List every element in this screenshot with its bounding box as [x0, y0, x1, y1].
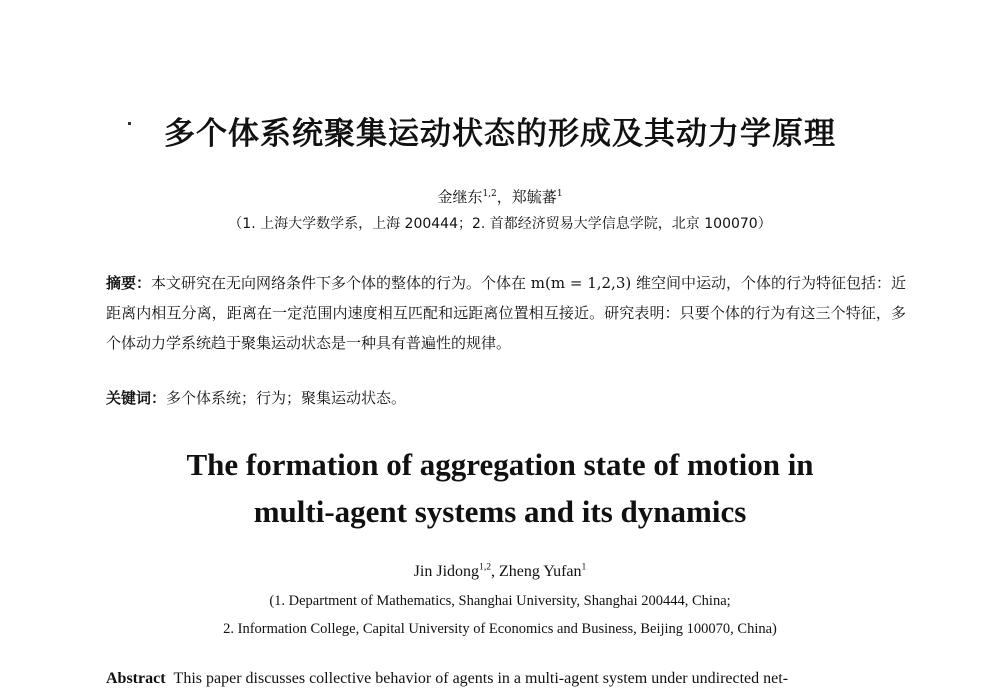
- english-affiliation-line: 2. Information College, Capital University of Economics and Business, Beijing 100070, China): [223, 621, 777, 637]
- english-authors: [0, 563, 1000, 581]
- english-title: [0, 441, 1000, 535]
- abstract-label: Abstract: [106, 670, 166, 687]
- affiliation-marker: 1: [581, 561, 587, 573]
- chinese-abstract: [106, 268, 906, 358]
- english-abstract: [106, 670, 906, 688]
- author-separator: ,: [491, 563, 500, 580]
- affiliation-marker: 1,2: [482, 189, 497, 199]
- keywords-text: 多个体系统；行为；聚集运动状态。: [166, 389, 407, 407]
- author-name: Jin Jidong: [413, 563, 480, 580]
- english-title-line: multi-agent systems and its dynamics: [253, 494, 747, 529]
- chinese-keywords: [106, 387, 406, 408]
- chinese-affiliation: （1. 上海大学数学系，上海 200444；2. 首都经济贸易大学信息学院，北京 100070）: [228, 216, 772, 232]
- keywords-label: 关键词：: [106, 389, 167, 407]
- english-affiliation-line: (1. Department of Mathematics, Shanghai University, Shanghai 200444, China;: [269, 593, 731, 609]
- chinese-authors: [0, 186, 1000, 207]
- english-title-line: The formation of aggregation state of motion in: [186, 447, 814, 482]
- chinese-title: 多个体系统聚集运动状态的形成及其动力学原理: [164, 116, 836, 152]
- affiliation-marker: 1,2: [479, 561, 492, 573]
- author-separator: ，: [496, 188, 512, 206]
- author-name: 郑毓蕃: [511, 188, 557, 206]
- abstract-text: This paper discusses collective behavior of agents in a multi-agent system under undirected net-: [173, 670, 789, 687]
- author-name: 金继东: [437, 188, 483, 206]
- abstract-label: 摘要：: [106, 274, 152, 292]
- author-name: Zheng Yufan: [499, 563, 582, 580]
- abstract-text: 本文研究在无向网络条件下多个体的整体的行为。个体在 m(m = 1,2,3) 维空间中运动，个体的行为特征包括：近距离内相互分离，距离在一定范围内速度相互匹配和远距离位置相互接近。研究表明：只要个体的行为有这三个特征，多个体动力学系统趋于聚集运动状态是一种具有普遍性的规律。: [106, 274, 906, 352]
- affiliation-marker: 1: [556, 189, 563, 199]
